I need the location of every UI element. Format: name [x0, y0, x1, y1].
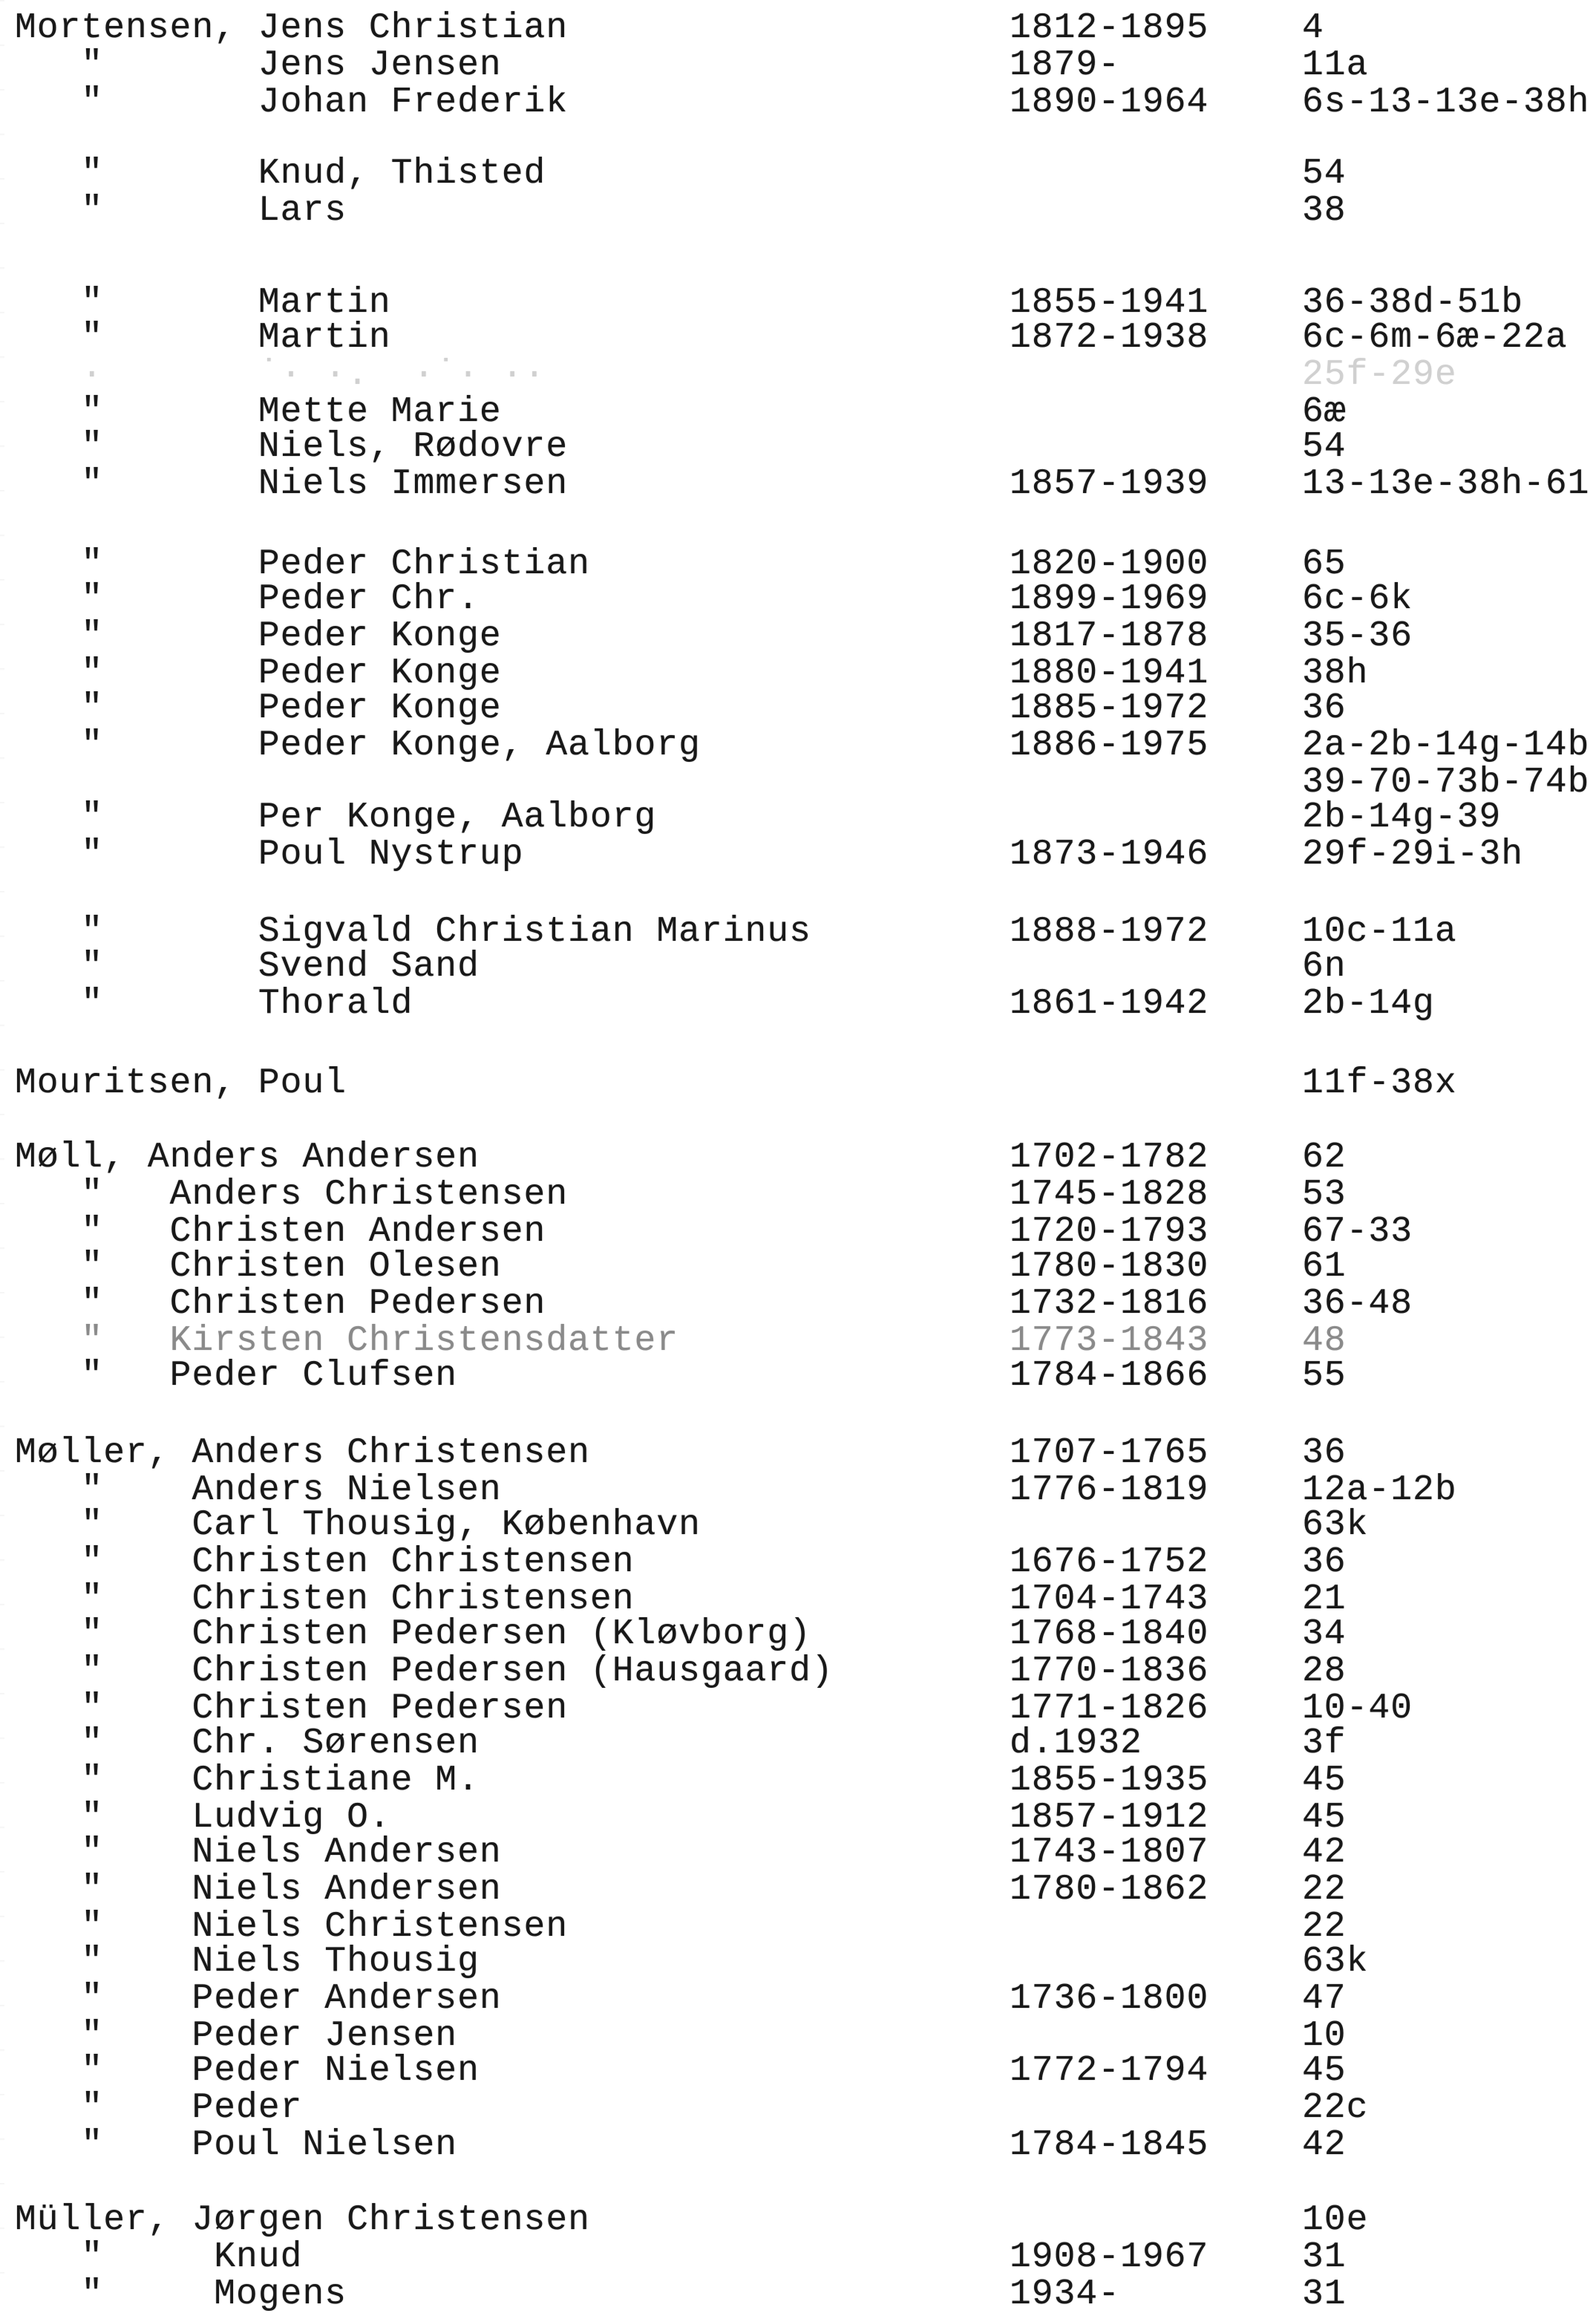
- code-cell: 2a-2b-14g-14b: [1302, 725, 1590, 766]
- name-cell: " Chr. Sørensen: [15, 1723, 480, 1764]
- code-cell: 6n: [1302, 947, 1347, 988]
- code-cell: 67-33: [1302, 1212, 1413, 1253]
- index-row-illegible: [0, 354, 1596, 395]
- name-cell: " Mette Marie: [15, 391, 502, 432]
- index-row: [0, 1063, 1596, 1103]
- name-cell: " Peder Konge: [15, 653, 502, 694]
- index-row: [0, 282, 1596, 323]
- index-row: [0, 1691, 1596, 1727]
- code-cell: 22: [1302, 1870, 1347, 1911]
- code-cell: 38h: [1302, 653, 1369, 694]
- code-cell: 34: [1302, 1614, 1347, 1655]
- dates-cell: 1773-1843: [1010, 1321, 1209, 1362]
- index-row: [0, 2127, 1596, 2164]
- name-cell: " Sigvald Christian Marinus: [15, 912, 811, 953]
- index-row: [0, 1323, 1596, 1360]
- name-cell: Mortensen, Jens Christian: [15, 8, 569, 48]
- index-row: [0, 1472, 1596, 1509]
- code-cell: 10: [1302, 2016, 1347, 2057]
- dates-cell: 1720-1793: [1010, 1212, 1209, 1253]
- index-row: [0, 765, 1596, 801]
- dates-cell: d.1932: [1010, 1723, 1142, 1764]
- code-cell: 61: [1302, 1247, 1347, 1288]
- code-cell: 35-36: [1302, 616, 1413, 657]
- index-row: [0, 1835, 1596, 1871]
- dates-cell: 1732-1816: [1010, 1284, 1209, 1325]
- index-row: [0, 2018, 1596, 2055]
- index-row: [0, 2090, 1596, 2127]
- dates-cell: 1886-1975: [1010, 725, 1209, 766]
- index-row: [0, 156, 1596, 192]
- dates-cell: 1817-1878: [1010, 616, 1209, 657]
- code-cell: 6c-6m-6æ-22a: [1302, 317, 1568, 358]
- code-cell: 10e: [1302, 2200, 1369, 2241]
- dates-cell: 1784-1845: [1010, 2125, 1209, 2166]
- dates-cell: 1857-1939: [1010, 463, 1209, 504]
- dates-cell: 1702-1782: [1010, 1138, 1209, 1178]
- name-cell: " Niels Immersen: [15, 463, 569, 504]
- name-cell: " Christen Olesen: [15, 1247, 502, 1288]
- dates-cell: 1885-1972: [1010, 688, 1209, 729]
- code-cell: 62: [1302, 1138, 1347, 1178]
- index-row: [0, 653, 1596, 694]
- name-cell: " Kirsten Christensdatter: [15, 1321, 679, 1362]
- name-cell: " Christen Pedersen (Hausgaard): [15, 1651, 834, 1692]
- code-cell: 36-38d-51b: [1302, 282, 1524, 323]
- code-cell: 4: [1302, 8, 1324, 48]
- code-cell: 36: [1302, 1542, 1347, 1583]
- name-cell: " Lars: [15, 191, 347, 231]
- name-cell: " Poul Nystrup: [15, 835, 524, 875]
- dates-cell: 1776-1819: [1010, 1470, 1209, 1511]
- code-cell: 10c-11a: [1302, 912, 1457, 953]
- index-row: [0, 725, 1596, 766]
- index-row: [0, 426, 1596, 467]
- index-row: [0, 1435, 1596, 1472]
- code-cell: 45: [1302, 2051, 1347, 2092]
- index-row: [0, 581, 1596, 618]
- index-row: [0, 1579, 1596, 1620]
- dates-cell: 1888-1972: [1010, 912, 1209, 953]
- name-cell: " Peder: [15, 2088, 303, 2129]
- index-row: [0, 1870, 1596, 1911]
- dates-cell: 1676-1752: [1010, 1542, 1209, 1583]
- name-cell: " Thorald: [15, 984, 413, 1025]
- code-cell: 54: [1302, 154, 1347, 194]
- index-row: [0, 317, 1596, 358]
- name-cell: " Knud, Thisted: [15, 154, 546, 194]
- dates-cell: 1707-1765: [1010, 1433, 1209, 1474]
- code-cell: 6æ: [1302, 391, 1347, 432]
- index-row: [0, 10, 1596, 47]
- name-cell: " Martin: [15, 282, 391, 323]
- code-cell: 48: [1302, 1321, 1347, 1362]
- name-cell: " Christen Andersen: [15, 1212, 546, 1253]
- dates-cell: 1812-1895: [1010, 8, 1209, 48]
- dates-cell: 1772-1794: [1010, 2051, 1209, 2092]
- name-cell: " Anders Christensen: [15, 1175, 569, 1216]
- dates-cell: 1780-1830: [1010, 1247, 1209, 1288]
- code-cell: 22c: [1302, 2088, 1369, 2129]
- code-cell: 12a-12b: [1302, 1470, 1457, 1511]
- index-row: [0, 1356, 1596, 1397]
- dates-cell: 1880-1941: [1010, 653, 1209, 694]
- name-cell: " Svend Sand: [15, 947, 480, 988]
- index-row: [0, 947, 1596, 988]
- code-cell: 10-40: [1302, 1689, 1413, 1729]
- index-row: [0, 1614, 1596, 1655]
- index-row: [0, 912, 1596, 953]
- name-cell: Müller, Jørgen Christensen: [15, 2200, 590, 2241]
- dates-cell: 1872-1938: [1010, 317, 1209, 358]
- name-cell: Møller, Anders Christensen: [15, 1433, 590, 1474]
- index-row: [0, 1907, 1596, 1948]
- name-cell: " Peder Jensen: [15, 2016, 458, 2057]
- name-cell: " Mogens: [15, 2274, 347, 2313]
- code-cell: 53: [1302, 1175, 1347, 1216]
- index-row: [0, 45, 1596, 85]
- dates-cell: 1784-1866: [1010, 1356, 1209, 1397]
- name-cell: " Jens Jensen: [15, 45, 502, 85]
- index-row: [0, 2239, 1596, 2276]
- index-row: [0, 1175, 1596, 1216]
- code-cell: 3f: [1302, 1723, 1347, 1764]
- index-row: [0, 82, 1596, 123]
- code-cell: 28: [1302, 1651, 1347, 1692]
- index-row: [0, 797, 1596, 838]
- name-cell: " Peder Konge: [15, 616, 502, 657]
- code-cell: 25f-29e: [1302, 354, 1457, 395]
- code-cell: 63k: [1302, 1505, 1369, 1546]
- code-cell: 29f-29i-3h: [1302, 835, 1524, 875]
- dates-cell: 1855-1941: [1010, 282, 1209, 323]
- name-cell: " Christen Pedersen: [15, 1284, 546, 1325]
- dates-cell: 1771-1826: [1010, 1689, 1209, 1729]
- name-cell: Mouritsen, Poul: [15, 1063, 347, 1103]
- dates-cell: 1908-1967: [1010, 2237, 1209, 2278]
- name-cell: " Ludvig O.: [15, 1798, 391, 1839]
- index-row: [0, 1507, 1596, 1544]
- name-cell: " Johan Frederik: [15, 82, 569, 123]
- code-cell: 11a: [1302, 45, 1369, 85]
- code-cell: 54: [1302, 426, 1347, 467]
- name-cell: " Carl Thousig, København: [15, 1505, 701, 1546]
- index-row: [0, 1212, 1596, 1253]
- code-cell: 21: [1302, 1579, 1347, 1620]
- code-cell: 42: [1302, 1833, 1347, 1873]
- index-row: [0, 688, 1596, 729]
- name-cell: " Peder Clufsen: [15, 1356, 458, 1397]
- code-cell: 2b-14g: [1302, 984, 1435, 1025]
- name-cell: " Peder Chr.: [15, 579, 480, 620]
- index-row: [0, 1942, 1596, 1983]
- index-row: [0, 2274, 1596, 2313]
- code-cell: 36: [1302, 1433, 1347, 1474]
- code-cell: 31: [1302, 2237, 1347, 2278]
- index-row: [0, 984, 1596, 1025]
- dates-cell: 1934-: [1010, 2274, 1121, 2313]
- index-row: [0, 616, 1596, 657]
- name-cell: · ˙· ·. ·˙· ··: [15, 354, 546, 395]
- name-cell: " Christen Christensen: [15, 1579, 635, 1620]
- dates-cell: 1879-: [1010, 45, 1121, 85]
- name-cell: " Niels Andersen: [15, 1870, 502, 1911]
- code-cell: 38: [1302, 191, 1347, 231]
- index-row: [0, 1247, 1596, 1288]
- index-row: [0, 1140, 1596, 1176]
- code-cell: 6c-6k: [1302, 579, 1413, 620]
- name-cell: " Niels, Rødovre: [15, 426, 569, 467]
- index-row: [0, 1544, 1596, 1581]
- index-row: [0, 1798, 1596, 1839]
- name-cell: " Christen Pedersen: [15, 1689, 569, 1729]
- dates-cell: 1770-1836: [1010, 1651, 1209, 1692]
- index-row: [0, 1651, 1596, 1692]
- dates-cell: 1736-1800: [1010, 1979, 1209, 2020]
- code-cell: 39-70-73b-74b: [1302, 763, 1590, 803]
- dates-cell: 1768-1840: [1010, 1614, 1209, 1655]
- index-row: [0, 463, 1596, 504]
- code-cell: 22: [1302, 1907, 1347, 1948]
- dates-cell: 1704-1743: [1010, 1579, 1209, 1620]
- name-cell: " Peder Konge: [15, 688, 502, 729]
- dates-cell: 1857-1912: [1010, 1798, 1209, 1839]
- code-cell: 13-13e-38h-61: [1302, 463, 1590, 504]
- code-cell: 6s-13-13e-38h: [1302, 82, 1590, 123]
- index-row: [0, 1723, 1596, 1764]
- name-cell: " Per Konge, Aalborg: [15, 797, 657, 838]
- dates-cell: 1780-1862: [1010, 1870, 1209, 1911]
- index-row: [0, 1979, 1596, 2020]
- index-row: [0, 837, 1596, 873]
- index-row: [0, 2051, 1596, 2092]
- index-row: [0, 193, 1596, 229]
- index-row: [0, 1284, 1596, 1325]
- index-row: [0, 2202, 1596, 2239]
- name-cell: Møll, Anders Andersen: [15, 1138, 480, 1178]
- name-cell: " Peder Konge, Aalborg: [15, 725, 701, 766]
- name-cell: " Niels Andersen: [15, 1833, 502, 1873]
- code-cell: 11f-38x: [1302, 1063, 1457, 1103]
- index-row: [0, 391, 1596, 432]
- dates-cell: 1861-1942: [1010, 984, 1209, 1025]
- dates-cell: 1745-1828: [1010, 1175, 1209, 1216]
- code-cell: 2b-14g-39: [1302, 797, 1502, 838]
- dates-cell: 1743-1807: [1010, 1833, 1209, 1873]
- dates-cell: 1890-1964: [1010, 82, 1209, 123]
- code-cell: 36: [1302, 688, 1347, 729]
- index-row: [0, 1763, 1596, 1799]
- name-cell: " Niels Christensen: [15, 1907, 569, 1948]
- dates-cell: 1820-1900: [1010, 544, 1209, 585]
- index-row: [0, 544, 1596, 585]
- name-cell: " Christiane M.: [15, 1761, 480, 1801]
- code-cell: 45: [1302, 1761, 1347, 1801]
- name-cell: " Knud: [15, 2237, 303, 2278]
- dates-cell: 1899-1969: [1010, 579, 1209, 620]
- code-cell: 65: [1302, 544, 1347, 585]
- code-cell: 42: [1302, 2125, 1347, 2166]
- dates-cell: 1855-1935: [1010, 1761, 1209, 1801]
- name-cell: " Anders Nielsen: [15, 1470, 502, 1511]
- code-cell: 36-48: [1302, 1284, 1413, 1325]
- name-cell: " Niels Thousig: [15, 1942, 480, 1983]
- code-cell: 55: [1302, 1356, 1347, 1397]
- name-cell: " Christen Christensen: [15, 1542, 635, 1583]
- name-cell: " Christen Pedersen (Kløvborg): [15, 1614, 811, 1655]
- name-cell: " Poul Nielsen: [15, 2125, 458, 2166]
- code-cell: 31: [1302, 2274, 1347, 2313]
- code-cell: 47: [1302, 1979, 1347, 2020]
- code-cell: 45: [1302, 1798, 1347, 1839]
- code-cell: 63k: [1302, 1942, 1369, 1983]
- name-cell: " Peder Nielsen: [15, 2051, 480, 2092]
- name-cell: " Peder Andersen: [15, 1979, 502, 2020]
- name-cell: " Peder Christian: [15, 544, 590, 585]
- dates-cell: 1873-1946: [1010, 835, 1209, 875]
- name-cell: " Martin: [15, 317, 391, 358]
